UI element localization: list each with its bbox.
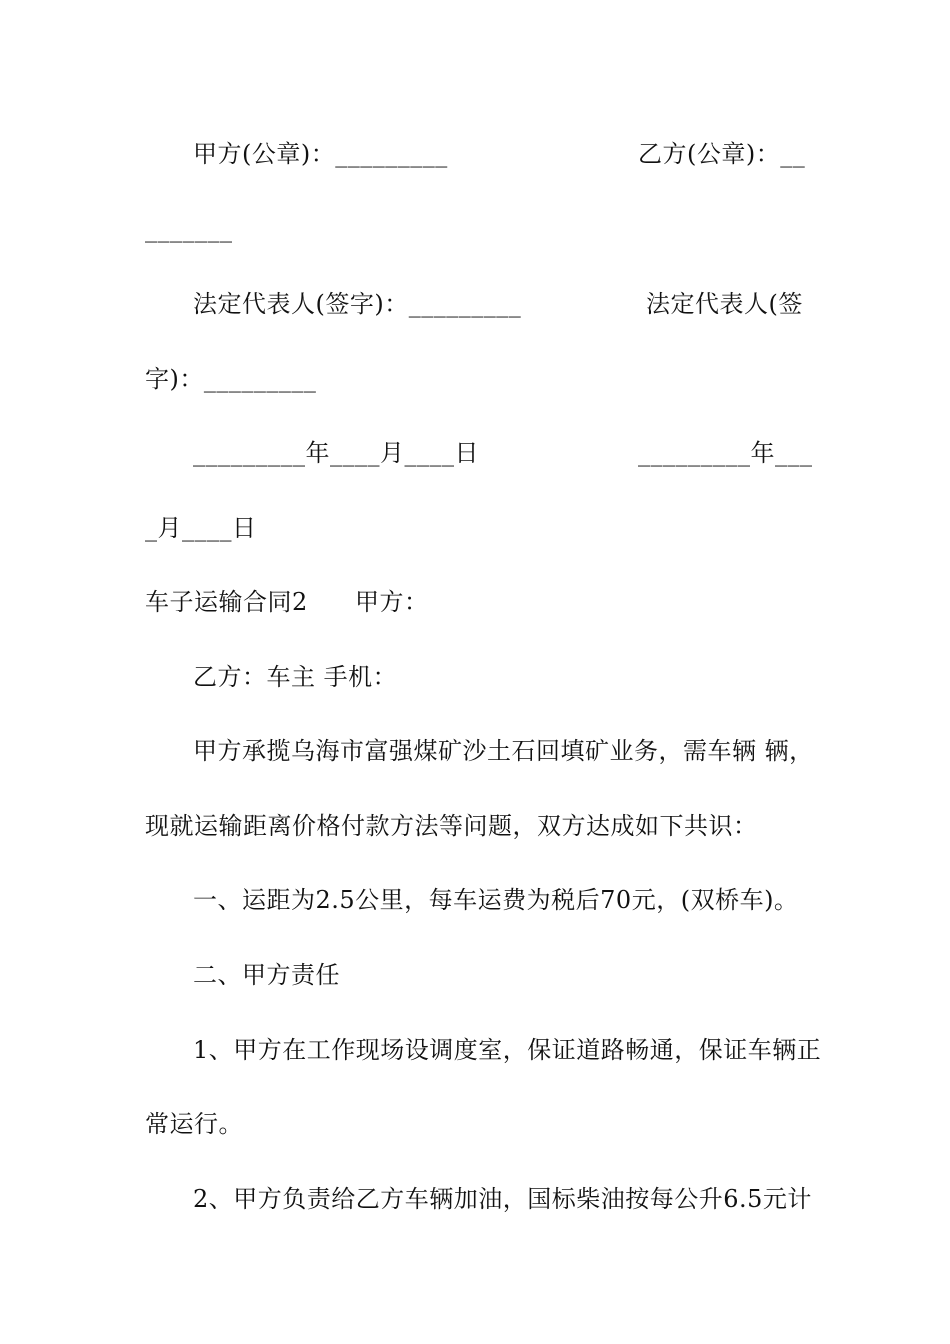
party-b-representative-line: 法定代表人(签 <box>646 290 803 318</box>
intro-paragraph-line-1: 甲方承揽乌海市富强煤矿沙土石回填矿业务，需车辆 辆， <box>193 737 814 765</box>
party-b-date-continuation: _月____日 <box>145 514 257 542</box>
intro-paragraph-line-2: 现就运输距离价格付款方法等问题，双方达成如下共识： <box>145 812 758 840</box>
party-b-date-line: _________年___ <box>638 439 813 467</box>
party-a-representative-line: 法定代表人(签字)：_________ <box>193 290 522 318</box>
party-b-seal-continuation: _______ <box>145 215 233 243</box>
clause-1: 一、运距为2.5公里，每车运费为税后70元，(双桥车)。 <box>193 886 799 914</box>
item-1-line-2: 常运行。 <box>145 1110 243 1138</box>
party-a-seal-line: 甲方(公章)：_________ <box>193 140 448 168</box>
contract-heading: 车子运输合同2 <box>145 588 308 616</box>
party-b-label: 乙方：车主 手机： <box>193 663 398 691</box>
party-b-representative-continuation: 字)：_________ <box>145 365 317 393</box>
party-b-seal-line: 乙方(公章)：__ <box>638 140 806 168</box>
item-2-line-1: 2、甲方负责给乙方车辆加油，国标柴油按每公升6.5元计 <box>193 1185 812 1213</box>
clause-2-title: 二、甲方责任 <box>193 961 340 989</box>
party-a-label: 甲方： <box>355 588 429 616</box>
item-1-line-1: 1、甲方在工作现场设调度室，保证道路畅通，保证车辆正 <box>193 1036 822 1064</box>
party-a-date-line: _________年____月____日 <box>193 439 479 467</box>
